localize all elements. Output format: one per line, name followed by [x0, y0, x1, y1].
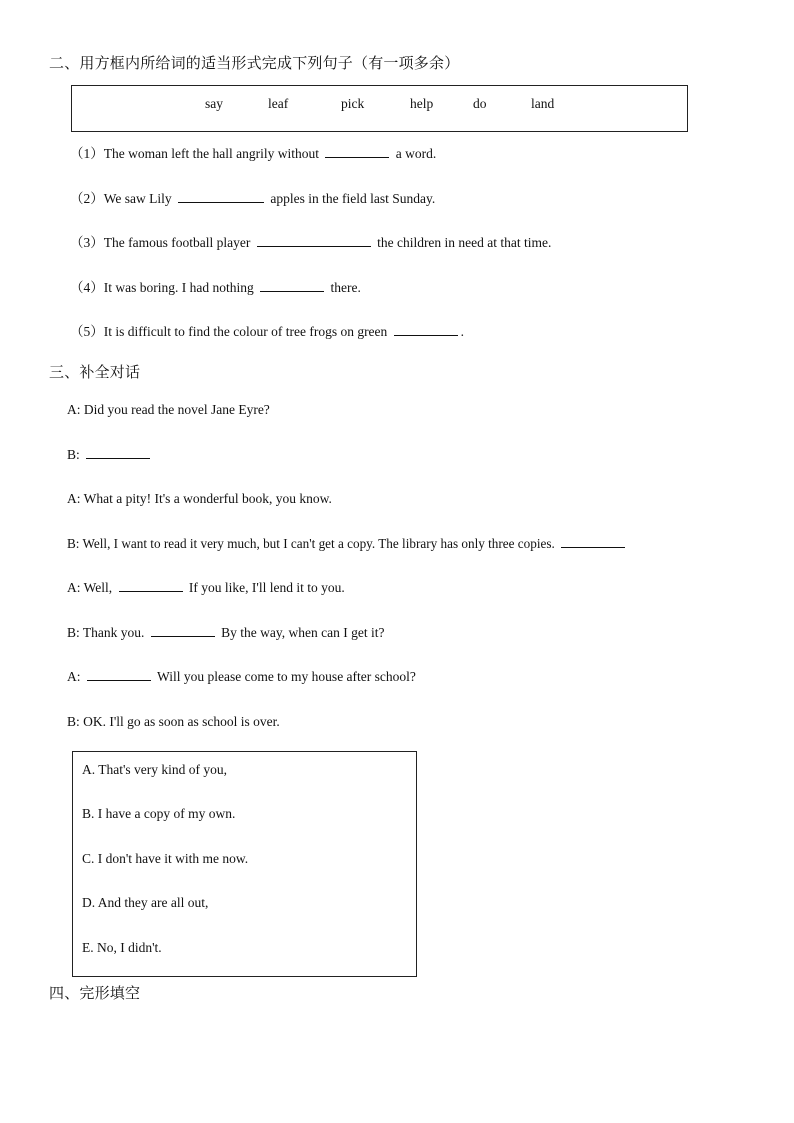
dialogue-line-2 — [67, 447, 153, 463]
answer-blank[interactable] — [119, 590, 183, 592]
dialogue-text: B: Well, I want to read it very much, but I can't get a copy. The library has only three copies. — [67, 536, 555, 551]
section-4-heading: 四、完形填空 — [49, 984, 141, 1002]
sentence-text: there. — [330, 280, 361, 295]
sentence-text: The woman left the hall angrily without — [103, 146, 319, 161]
sentence-text: a word. — [395, 146, 437, 161]
sentence-text: It is difficult to find the colour of tree frogs on green — [103, 324, 388, 339]
answer-blank[interactable] — [325, 156, 389, 158]
section-2-heading: 二、用方框内所给词的适当形式完成下列句子（有一项多余） — [49, 54, 460, 72]
dialogue-text: Will you please come to my house after school? — [157, 669, 416, 684]
option-b: B. I have a copy of my own. — [82, 806, 236, 821]
answer-blank[interactable] — [151, 635, 215, 637]
dialogue-line-1 — [67, 402, 270, 418]
word-bank-item: land — [531, 96, 555, 111]
section-3-heading: 三、补全对话 — [49, 363, 141, 381]
word-bank-item: help — [410, 96, 434, 111]
answer-blank[interactable] — [257, 245, 371, 247]
dialogue-line-6 — [67, 625, 384, 641]
dialogue-line-5 — [67, 580, 345, 596]
sentence-text: the children in need at that time. — [377, 235, 552, 250]
dialogue-text: By the way, when can I get it? — [221, 625, 385, 640]
sentence-text: The famous football player — [103, 235, 251, 250]
sentence-text: It was boring. I had nothing — [103, 280, 254, 295]
item-number: （2） — [70, 191, 104, 206]
dialogue-text: B: OK. I'll go as soon as school is over. — [67, 714, 280, 729]
answer-blank[interactable] — [394, 334, 458, 336]
option-d: D. And they are all out, — [82, 895, 209, 910]
option-c: C. I don't have it with me now. — [82, 851, 249, 866]
sentence-item-2 — [70, 187, 435, 207]
sentence-item-4 — [70, 276, 361, 296]
dialogue-text: A: Well, — [67, 580, 113, 595]
item-number: （3） — [70, 235, 104, 250]
sentence-item-1 — [70, 142, 436, 162]
answer-blank[interactable] — [561, 546, 625, 548]
dialogue-line-7 — [67, 669, 416, 685]
word-bank-box — [71, 85, 688, 132]
sentence-text: . — [460, 324, 465, 339]
dialogue-text: If you like, I'll lend it to you. — [188, 580, 345, 595]
dialogue-line-3 — [67, 491, 332, 507]
sentence-item-5 — [70, 320, 464, 340]
dialogue-text: A: — [67, 669, 81, 684]
item-number: （5） — [70, 324, 104, 339]
dialogue-line-4 — [67, 536, 628, 552]
sentence-text: We saw Lily — [103, 191, 172, 206]
word-bank-item: pick — [341, 96, 365, 111]
dialogue-line-8 — [67, 714, 280, 730]
answer-blank[interactable] — [86, 457, 150, 459]
answer-blank[interactable] — [260, 290, 324, 292]
sentence-item-3 — [70, 231, 551, 251]
answer-blank[interactable] — [87, 679, 151, 681]
answer-blank[interactable] — [178, 201, 264, 203]
word-bank-item: do — [473, 96, 487, 111]
item-number: （4） — [70, 280, 104, 295]
word-bank-item: leaf — [268, 96, 289, 111]
option-e: E. No, I didn't. — [82, 940, 162, 955]
dialogue-text: A: Did you read the novel Jane Eyre? — [67, 402, 270, 417]
dialogue-text: B: Thank you. — [67, 625, 145, 640]
sentence-text: apples in the field last Sunday. — [270, 191, 436, 206]
options-box — [72, 751, 417, 977]
dialogue-text: A: What a pity! It's a wonderful book, you know. — [67, 491, 332, 506]
word-bank-item: say — [205, 96, 223, 111]
item-number: （1） — [70, 146, 104, 161]
option-a: A. That's very kind of you, — [82, 762, 228, 777]
dialogue-text: B: — [67, 447, 80, 462]
